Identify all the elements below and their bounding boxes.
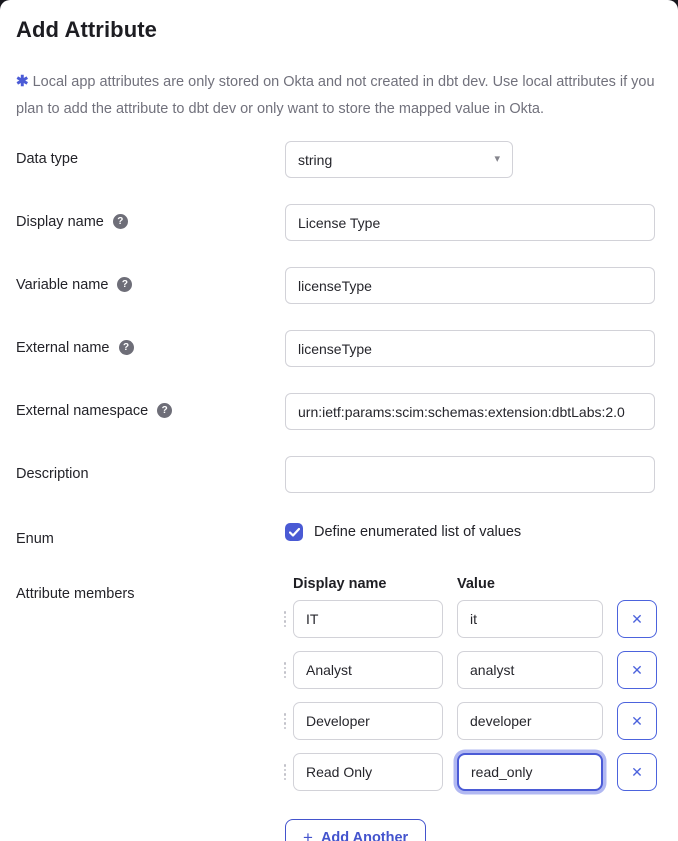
member-row xyxy=(277,753,662,791)
display-name-label: Display name xyxy=(16,214,104,230)
variable-name-input[interactable] xyxy=(285,267,655,304)
member-display-name-input[interactable] xyxy=(293,753,443,791)
external-name-input[interactable] xyxy=(285,330,655,367)
enum-checkbox[interactable] xyxy=(285,523,303,541)
member-value-input[interactable] xyxy=(457,702,603,740)
data-type-row xyxy=(16,141,662,178)
drag-handle-icon[interactable] xyxy=(277,611,293,627)
members-header xyxy=(285,576,662,592)
remove-member-button[interactable] xyxy=(617,651,657,689)
attribute-members-row xyxy=(16,576,662,841)
member-display-name-input[interactable] xyxy=(293,600,443,638)
chevron-down-icon: ▾ xyxy=(494,153,500,165)
help-icon[interactable]: ? xyxy=(113,214,128,229)
help-icon[interactable]: ? xyxy=(117,277,132,292)
close-icon: ✕ xyxy=(631,763,643,780)
members-display-name-header: Display name xyxy=(293,576,387,592)
member-value-input[interactable] xyxy=(457,651,603,689)
description-label: Description xyxy=(16,466,89,482)
variable-name-row xyxy=(16,267,662,304)
member-row xyxy=(277,651,662,689)
member-value-input-focused[interactable] xyxy=(457,753,603,791)
add-another-button[interactable] xyxy=(285,819,426,841)
description-row xyxy=(16,456,662,493)
member-value-input[interactable] xyxy=(457,600,603,638)
page-title: Add Attribute xyxy=(16,17,158,42)
plus-icon: + xyxy=(303,828,313,841)
variable-name-label: Variable name xyxy=(16,277,109,293)
close-icon: ✕ xyxy=(631,661,643,678)
external-name-label: External name xyxy=(16,340,110,356)
enum-row xyxy=(16,521,662,548)
data-type-label: Data type xyxy=(16,151,79,167)
check-icon xyxy=(289,528,300,537)
enum-checkbox-label: Define enumerated list of values xyxy=(314,524,522,540)
external-namespace-row xyxy=(16,393,662,430)
help-icon[interactable]: ? xyxy=(157,403,172,418)
member-row xyxy=(277,702,662,740)
drag-handle-icon[interactable] xyxy=(277,662,293,678)
display-name-row xyxy=(16,204,662,241)
member-display-name-input[interactable] xyxy=(293,702,443,740)
display-name-input[interactable] xyxy=(285,204,655,241)
description-input[interactable] xyxy=(285,456,655,493)
external-namespace-input[interactable] xyxy=(285,393,655,430)
close-icon: ✕ xyxy=(631,610,643,627)
remove-member-button[interactable] xyxy=(617,753,657,791)
member-row xyxy=(277,600,662,638)
help-icon[interactable]: ? xyxy=(119,340,134,355)
asterisk-icon: ✱ xyxy=(16,73,29,90)
add-another-label: Add Another xyxy=(320,829,409,841)
close-icon: ✕ xyxy=(631,712,643,729)
data-type-select[interactable] xyxy=(285,141,513,178)
drag-handle-icon[interactable] xyxy=(277,764,293,780)
drag-handle-icon[interactable] xyxy=(277,713,293,729)
enum-label: Enum xyxy=(16,531,54,547)
remove-member-button[interactable] xyxy=(617,702,657,740)
attribute-members-label: Attribute members xyxy=(16,586,135,602)
members-value-header: Value xyxy=(457,576,495,592)
remove-member-button[interactable] xyxy=(617,600,657,638)
data-type-selected-value: string xyxy=(298,151,333,168)
local-attribute-note xyxy=(16,68,658,123)
external-namespace-label: External namespace xyxy=(16,403,149,419)
member-display-name-input[interactable] xyxy=(293,651,443,689)
note-text: Local app attributes are only stored on Okta and not created in dbt dev. Use local attributes if you plan to add the attribute to dbt dev or only want to store the mapped value in Okta. xyxy=(16,74,655,117)
external-name-row xyxy=(16,330,662,367)
